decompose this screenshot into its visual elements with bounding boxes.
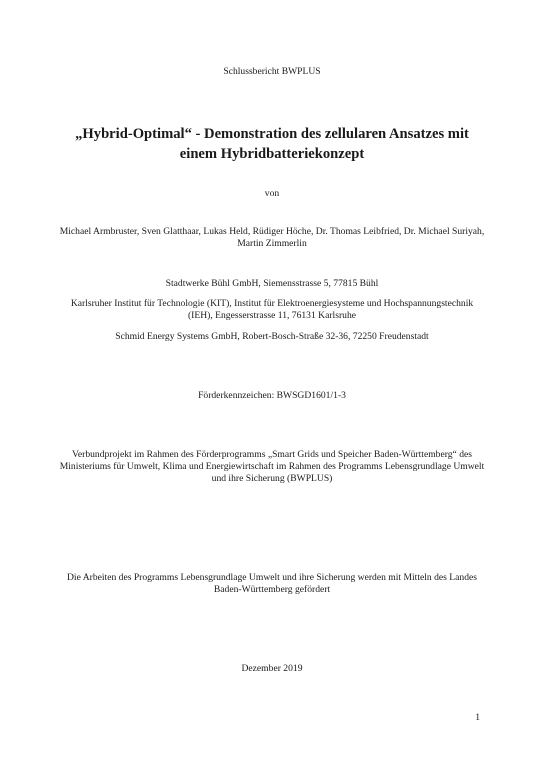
author-list: Michael Armbruster, Sven Glatthaar, Lukas Held, Rüdiger Höche, Dr. Thomas Leibfried, Dr. Michael Suriyah, Martin Zimmerlin: [59, 226, 485, 249]
report-date: Dezember 2019: [241, 663, 303, 674]
grant-number: Förderkennzeichen: BWSGD1601/1-3: [198, 390, 346, 401]
project-description: Verbundprojekt im Rahmen des Förderprogramms „Smart Grids und Speicher Baden-Württemberg“ des Ministeriums für Umwelt, Klima und Energiewirtschaft im Rahmen des Programms Lebensgrundlage Umwelt und ihre Sicherung (BWPLUS): [59, 449, 485, 484]
institution-kit-ieh: Karlsruher Institut für Technologie (KIT), Institut für Elektroenergiesysteme und Hochspannungstechnik (IEH), Engesserstrasse 11, 76131 Karlsruhe: [70, 298, 474, 321]
by-label: von: [264, 188, 280, 199]
page-number: 1: [475, 712, 480, 723]
report-header: Schlussbericht BWPLUS: [223, 66, 321, 77]
funding-note: Die Arbeiten des Programms Lebensgrundlage Umwelt und ihre Sicherung werden mit Mitteln des Landes Baden-Württemberg gefördert: [66, 572, 478, 595]
report-title: „Hybrid-Optimal“ - Demonstration des zellularen Ansatzes mit einem Hybridbatteriekonzept: [75, 126, 469, 162]
institution-stadtwerke-buehl: Stadtwerke Bühl GmbH, Siemensstrasse 5, 77815 Bühl: [165, 278, 379, 289]
institution-schmid-energy: Schmid Energy Systems GmbH, Robert-Bosch-Straße 32-36, 72250 Freudenstadt: [115, 331, 429, 342]
